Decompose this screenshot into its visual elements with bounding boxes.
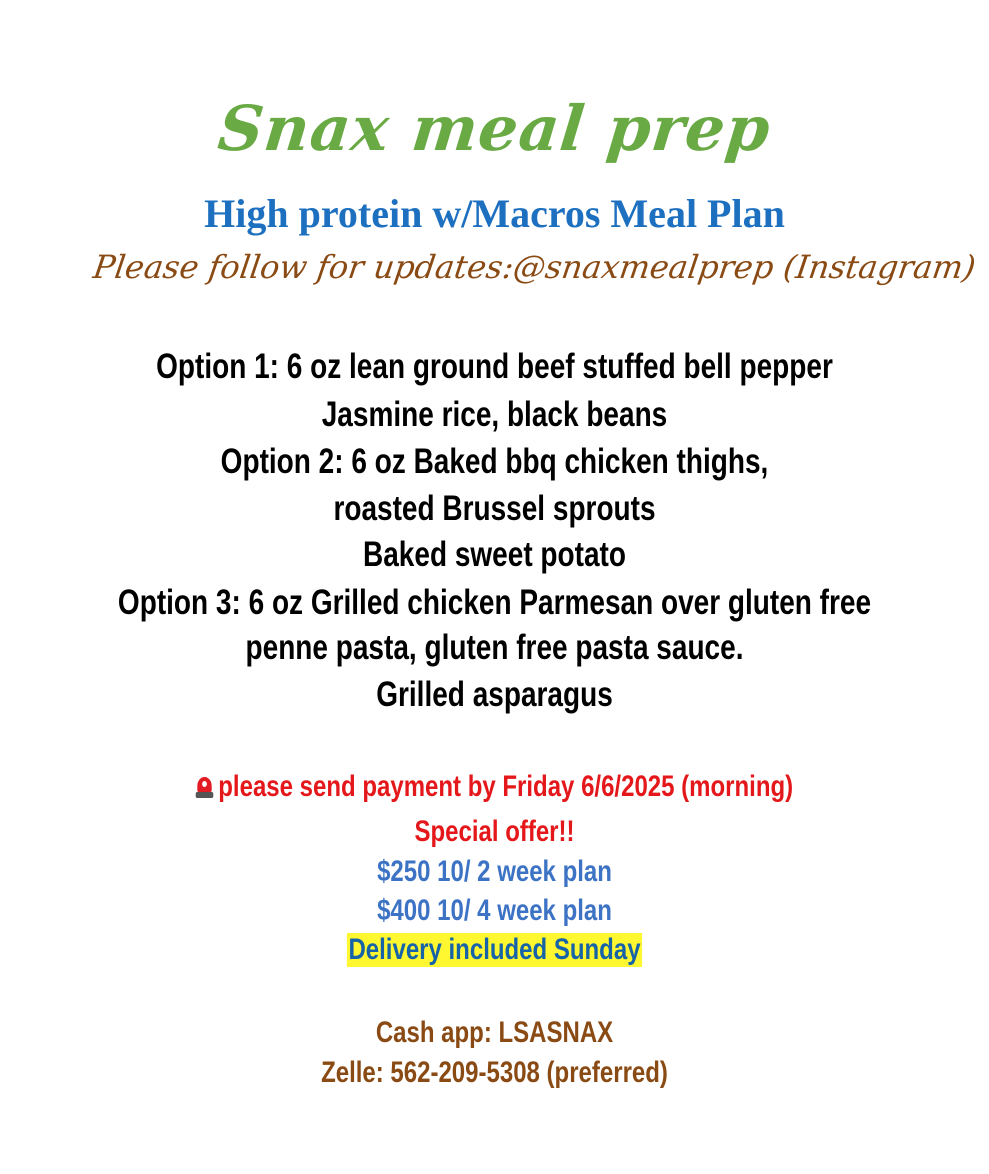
siren-icon — [196, 775, 214, 799]
option-3-line: Option 3: 6 oz Grilled chicken Parmesan over gluten free — [117, 583, 872, 622]
instagram-follow-note: Please follow for updates:@snaxmealprep (Instagram) — [90, 248, 979, 286]
special-offer: Special offer!! — [414, 815, 575, 848]
delivery-highlight: Delivery included Sunday — [348, 933, 641, 966]
option-1-line: Option 1: 6 oz lean ground beef stuffed bell pepper — [156, 347, 833, 386]
zelle-number: Zelle: 562-209-5308 (preferred) — [321, 1056, 668, 1089]
delivery-note — [99, 933, 890, 967]
option-3-sides-1: penne pasta, gluten free pasta sauce. — [245, 628, 744, 667]
cash-app-handle: Cash app: LSASNAX — [375, 1016, 614, 1049]
payment-deadline — [99, 770, 890, 804]
payment-deadline-text: please send payment by Friday 6/6/2025 (morning) — [218, 770, 794, 803]
option-2-line: Option 2: 6 oz Baked bbq chicken thighs, — [220, 442, 769, 481]
plan-4-week: $400 10/ 4 week plan — [377, 894, 612, 927]
option-3-sides-2: Grilled asparagus — [376, 675, 613, 714]
option-1-sides: Jasmine rice, black beans — [321, 395, 668, 434]
plan-2-week: $250 10/ 2 week plan — [377, 855, 612, 888]
flyer-subtitle: High protein w/Macros Meal Plan — [204, 191, 785, 236]
option-2-sides-1: roasted Brussel sprouts — [333, 489, 656, 528]
option-2-sides-2: Baked sweet potato — [363, 535, 626, 574]
flyer-title: Snax meal prep — [214, 92, 775, 165]
